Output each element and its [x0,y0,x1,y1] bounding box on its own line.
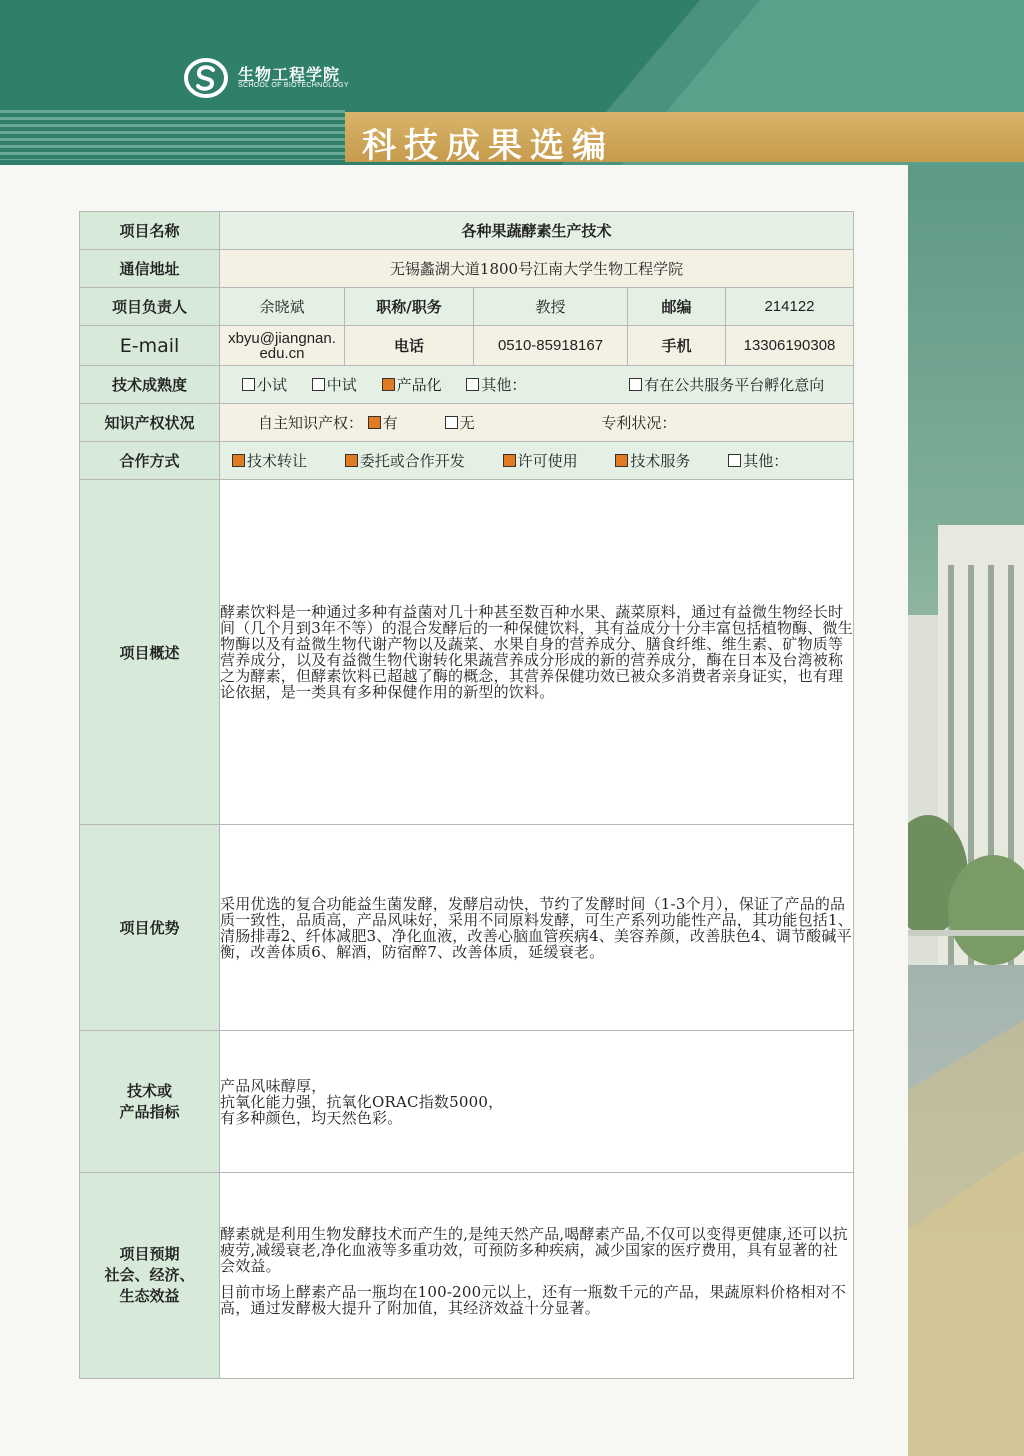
indicator-text [220,1031,854,1173]
option-label: 无 [459,414,475,432]
row-project-name [80,212,854,250]
mobile-label: 手机 [628,326,726,366]
email-value [220,326,345,366]
zip-label: 邮编 [628,288,726,326]
row-maturity [80,366,854,404]
lake [908,965,1024,1456]
maturity-label: 技术成熟度 [80,366,220,404]
cooperation-label: 合作方式 [80,442,220,480]
row-leader [80,288,854,326]
coop-option-other[interactable] [728,452,788,470]
logo-chinese-name: 生物工程学院 [238,65,341,84]
indicator-line3: 有多种颜色，均天然色彩。 [220,1108,403,1127]
advantage-label: 项目优势 [80,825,220,1031]
overview-label: 项目概述 [80,480,220,825]
checkbox-icon [312,378,325,391]
advantage-text: 采用优选的复合功能益生菌发酵，发酵启动快，节约了发酵时间（1-3个月），保证了产品的品质一致性，品质高，产品风味好，采用不同原料发酵，可生产系列功能性产品，其功能包括1、清肠排毒2、纤体减肥3、净化血液，改善心脑血管疾病4、美容养颜，改善肤色4、调节酸碱平衡，改善体质6、解酒，防宿醉7、改善体质，延缓衰老。 [220,825,854,1031]
ip-own-label: 自主知识产权： [258,414,364,432]
school-logo-icon [184,58,228,98]
checkbox-checked-icon [368,416,381,429]
checkbox-checked-icon [615,454,628,467]
banner-title: 科技成果选编 [362,126,614,166]
option-label: 有在公共服务平台孵化意向 [644,376,825,394]
row-advantage [80,825,854,1031]
building [908,615,938,995]
benefit-paragraph-2: 目前市场上酵素产品一瓶均在100-200元以上，还有一瓶数千元的产品，果蔬原料价格相对不高，通过发酵极大提升了附加值，其经济效益十分显著。 [220,1282,847,1317]
leader-label: 项目负责人 [80,288,220,326]
email-value-line2: edu.cn [259,344,305,362]
row-address [80,250,854,288]
phone-label: 电话 [345,326,474,366]
indicator-line2: 抗氧化能力强，抗氧化ORAC指数5000， [220,1092,504,1111]
row-benefit [80,1173,854,1379]
phone-value: 0510-85918167 [474,326,628,366]
logo-english-name: SCHOOL OF BIOTECHNOLOGY [238,82,349,89]
benefit-label-line2: 社会、经济、 [104,1266,195,1284]
option-label: 其他： [743,452,789,470]
indicator-label [80,1031,220,1173]
ip-option-no[interactable] [445,414,475,432]
option-label: 产品化 [396,376,442,394]
coop-option-service[interactable] [615,452,690,470]
benefit-label [80,1173,220,1379]
indicator-label-line1: 技术或 [126,1081,172,1100]
option-label: 许可使用 [517,452,578,470]
option-label: 中试 [326,376,357,394]
row-cooperation [80,442,854,480]
project-name-label: 项目名称 [80,212,220,250]
checkbox-icon [629,378,642,391]
cooperation-options [220,442,854,480]
maturity-option-small-trial[interactable] [242,376,287,394]
benefit-text [220,1173,854,1379]
patent-status-label: 专利状况： [601,414,677,432]
overview-text: 酵素饮料是一种通过多种有益菌对几十种甚至数百种水果、蔬菜原料，通过有益微生物经长时间（几个月到3年不等）的混合发酵后的一种保健饮料，其有益成分十分丰富包括植物酶、微生物酶以及有益微生物代谢产物以及蔬菜、水果自身的营养成分、膳食纤维、维生素、矿物质等营养成分，以及有益微生物代谢转化果蔬营养成分形成的新的营养成分，酶在日本及台湾被称之为酵素，但酵素饮料已超越了酶的概念，其营养保健功效已被众多消费者亲身证实，也有理论依据，是一类具有多种保健作用的新型的饮料。 [220,480,854,825]
title-value: 教授 [474,288,628,326]
title-label: 职称/职务 [345,288,474,326]
header-stripes [0,110,345,160]
option-label: 委托或合作开发 [359,452,465,470]
email-value-line1: xbyu@jiangnan. [228,329,336,347]
checkbox-icon [728,454,741,467]
option-label: 小试 [257,376,288,394]
option-label: 有 [382,414,398,432]
option-label: 技术服务 [630,452,691,470]
maturity-option-pilot[interactable] [312,376,357,394]
email-label: E-mail [80,326,220,366]
campus-photo [908,165,1024,1456]
checkbox-icon [445,416,458,429]
checkbox-icon [466,378,479,391]
maturity-option-incubation[interactable] [629,376,824,394]
zip-value: 214122 [726,288,854,326]
row-indicator [80,1031,854,1173]
coop-option-joint-dev[interactable] [345,452,465,470]
ip-options [220,404,854,442]
checkbox-icon [242,378,255,391]
benefit-label-line3: 生态效益 [119,1287,180,1305]
row-overview [80,480,854,825]
indicator-label-line2: 产品指标 [119,1102,180,1121]
mobile-value: 13306190308 [726,326,854,366]
project-name-value: 各种果蔬酵素生产技术 [220,212,854,250]
ip-option-yes[interactable] [368,414,398,432]
benefit-paragraph-1: 酵素就是利用生物发酵技术而产生的,是纯天然产品,喝酵素产品,不仅可以变得更健康,还可以抗疲劳,减缓衰老,净化血液等多重功效，可预防多种疾病，减少国家的医疗费用，具有显著的社会效益。 [220,1224,848,1275]
indicator-line1: 产品风味醇厚， [220,1076,327,1095]
option-label: 其他： [481,376,527,394]
option-label: 技术转让 [247,452,308,470]
coop-option-transfer[interactable] [232,452,307,470]
address-label: 通信地址 [80,250,220,288]
checkbox-checked-icon [503,454,516,467]
row-email [80,326,854,366]
checkbox-checked-icon [382,378,395,391]
project-info-table [79,211,854,1379]
address-value: 无锡蠡湖大道1800号江南大学生物工程学院 [220,250,854,288]
checkbox-checked-icon [345,454,358,467]
maturity-option-other[interactable] [466,376,526,394]
checkbox-checked-icon [232,454,245,467]
benefit-label-line1: 项目预期 [119,1245,180,1263]
maturity-option-product[interactable] [382,376,442,394]
row-ip [80,404,854,442]
leader-value: 余晓斌 [220,288,345,326]
ip-label: 知识产权状况 [80,404,220,442]
coop-option-license[interactable] [503,452,578,470]
bridge [908,930,1024,936]
maturity-options [220,366,854,404]
